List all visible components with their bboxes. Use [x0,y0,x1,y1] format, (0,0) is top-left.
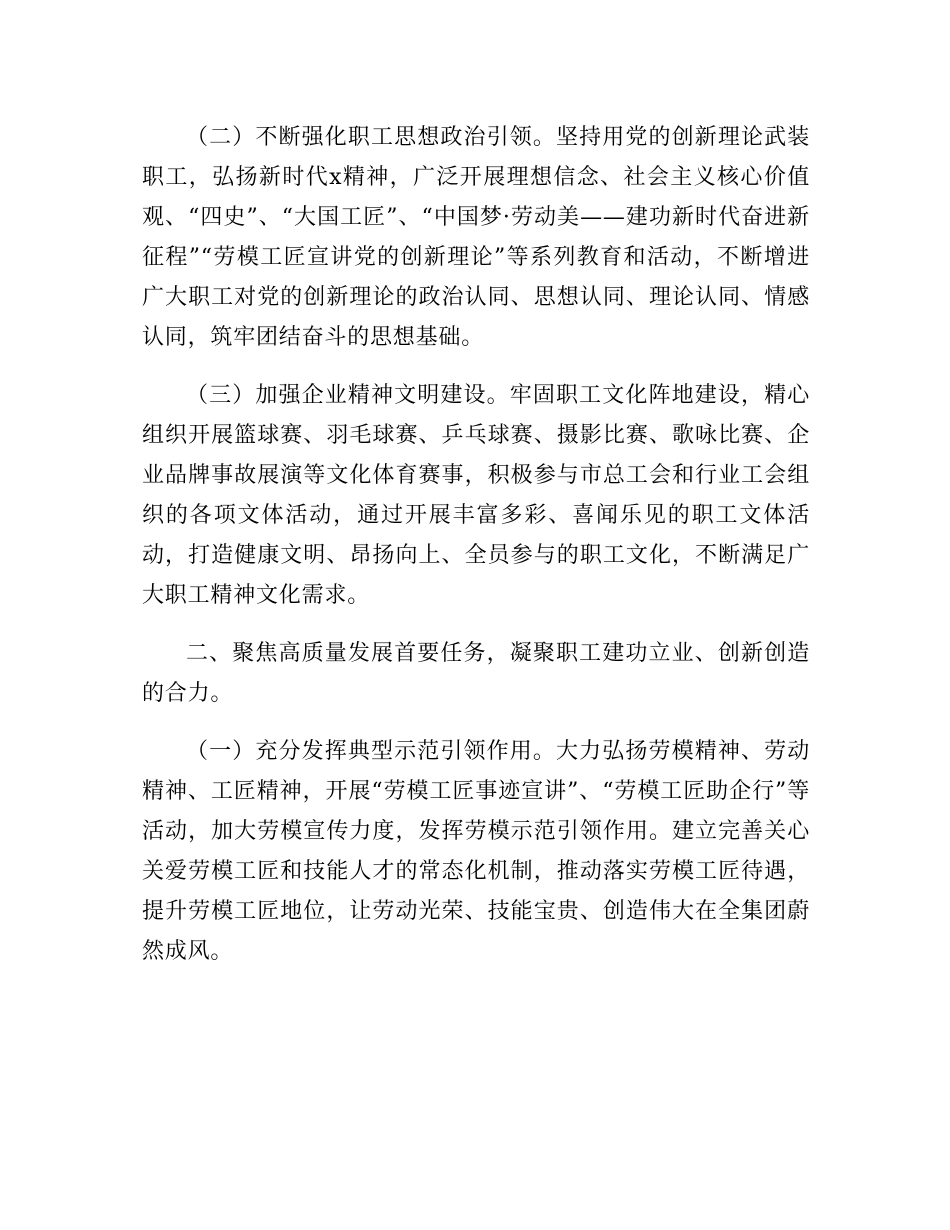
section-heading-high-quality-development: 二、聚焦高质量发展首要任务，凝聚职工建功立业、创新创造的合力。 [142,641,810,706]
paragraph-ideological-guidance: （二）不断强化职工思想政治引领。坚持用党的创新理论武装职工，弘扬新时代x精神，广泛开展理想信念、社会主义核心价值观、“四史”、“大国工匠”、“中国梦·劳动美——建功新时代奋进新征程”“劳模工匠宣讲党的创新理论”等系列教育和活动，不断增进广大职工对党的创新理论的政治认同、思想认同、理论认同、情感认同，筑牢团结奋斗的思想基础。 [142,125,810,350]
document-page [142,118,810,990]
paragraph-model-leadership: （一）充分发挥典型示范引领作用。大力弘扬劳模精神、劳动精神、工匠精神，开展“劳模工匠事迹宣讲”、“劳模工匠助企行”等活动，加大劳模宣传力度，发挥劳模示范引领作用。建立完善关心关爱劳模工匠和技能人才的常态化机制，推动落实劳模工匠待遇，提升劳模工匠地位，让劳动光荣、技能宝贵、创造伟大在全集团蔚然成风。 [142,739,810,964]
paragraph-spiritual-civilization: （三）加强企业精神文明建设。牢固职工文化阵地建设，精心组织开展篮球赛、羽毛球赛、乒乓球赛、摄影比赛、歌咏比赛、企业品牌事故展演等文化体育赛事，积极参与市总工会和行业工会组织的各项文体活动，通过开展丰富多彩、喜闻乐见的职工文体活动，打造健康文明、昂扬向上、全员参与的职工文化，不断满足广大职工精神文化需求。 [142,383,810,608]
